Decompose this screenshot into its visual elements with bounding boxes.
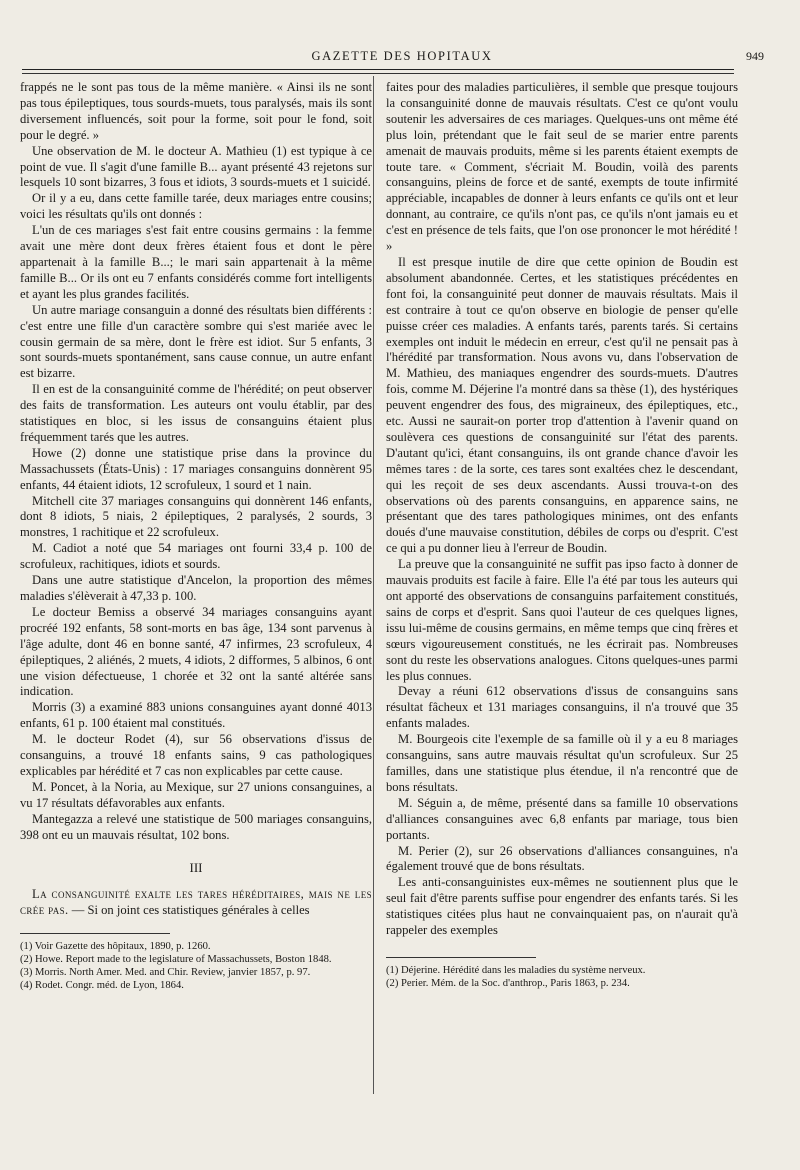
paragraph: M. Séguin a, de même, présenté dans sa famille 10 observations d'alliances consanguines avec 6,8 enfants par mariage, tous bien portants. — [386, 795, 738, 842]
paragraph: Or il y a eu, dans cette famille tarée, deux mariages entre cousins; voici les résultats qu'ils ont donnés : — [20, 191, 372, 222]
paragraph: La preuve que la consanguinité ne suffit pas ipso facto à donner de mauvais produits est facile à faire. Elle l'a été par tous les auteurs qui ont apporté des observations de consanguins parfaitement constitués, sains de corps et d'esprit. Sans quoi l'auteur de ces quelques lignes, issu lui-même de cousins germains, en même temps que cinq frères et sœurs vigoureusement constitués, ne les écrirait pas. Nombreuses sont du reste les observations analogues. Citons quelques-unes parmi les plus connues. — [386, 557, 738, 683]
running-header — [22, 48, 792, 68]
footnote-rule — [20, 933, 170, 934]
paragraph: Howe (2) donne une statistique prise dans la province du Massachussets (États-Unis) : 17 mariages consanguins donnèrent 95 enfants, 44 étaient idiots, 12 scrofuleux, 1 sourd et 1 nain. — [20, 445, 372, 492]
paragraph: M. Perier (2), sur 26 observations d'alliances consanguines, n'a également trouvé que de bons résultats. — [386, 843, 738, 874]
paragraph: Mantegazza a relevé une statistique de 500 mariages consanguins, 398 ont eu un mauvais résultat, 102 bons. — [20, 811, 372, 842]
section-number: III — [189, 859, 203, 875]
footnote: (2) Perier. Mém. de la Soc. d'anthrop., Paris 1863, p. 234. — [386, 977, 630, 989]
paragraph: Le docteur Bemiss a observé 34 mariages consanguins ayant procréé 192 enfants, 58 sont-morts en bas âge, 134 sont parvenus à l'âge adulte, dont 46 en bonne santé, 47 infirmes, 23 scrofuleux, 4 épileptiques, 2 aliénés, 2 muets, 4 idiots, 2 difformes, 5 albinos, 6 ont une vision défectueuse, 1 chorée et 32 ont la santé altérée sans indication. — [20, 604, 372, 699]
paragraph: Un autre mariage consanguin a donné des résultats bien différents : c'est entre une fille d'un caractère sombre qui s'est mariée avec le cousin germain de sa mère, dont le frère est idiot. Sur 5 enfants, 3 sont sourds-muets spontanément, sans cause connue, un autre enfant est bizarre. — [20, 302, 372, 381]
column-divider — [373, 76, 374, 1094]
footnote-rule — [386, 957, 536, 958]
footnote: (3) Morris. North Amer. Med. and Chir. Review, janvier 1857, p. 97. — [20, 967, 311, 979]
paragraph: Une observation de M. le docteur A. Mathieu (1) est typique à ce point de vue. Il s'agit d'une famille B... ayant présenté 43 rejetons sur lesquels 10 sont bizarres, 3 fous et idiots, 3 sourds-muets et 1 suicidé. — [20, 143, 372, 190]
paragraph: Il est presque inutile de dire que cette opinion de Boudin est absolument abandonnée. Certes, et les statistiques précédentes en font foi, la consanguinité peut donner de mauvais résultats. Mais il est contraire à tout ce qu'on observe en biologie de penser qu'elle puisse créer ces maladies. A enfants tarés, parents tarés. Si certains exemples ont induit le médecin en erreur, c'est qu'il ne pensait pas à l'hérédité par transformation. Nous avons vu, dans l'observation de M. Mathieu, des maniaques engendrer des sourds-muets. D'autres fois, comme M. Déjerine l'a montré dans sa thèse (1), des hystériques peuvent engendrer des fous, des migraineux, des épileptiques, etc., etc. Aussi ne saurait-on porter trop d'attention à l'avenir quand on soulèvera ces questions de consanguinité sur l'état des parents. D'autant qu'ici, étant consanguins, ils ont grande chance d'avoir les mêmes tares : de la sorte, ces tares sont exaltées chez le descendant, qui les reçoit de ses deux ascendants. Aussi trouva-t-on des observations où des parents consanguins, en apparence sains, ne présentant que des tares pathologiques minimes, ont des enfants doués d'une mauvaise constitution, débiles de corps ou d'esprit. C'est ce qui a pu donner lieu à l'erreur de Boudin. — [386, 254, 738, 556]
header-rule-thin — [22, 73, 734, 74]
section-heading: La consanguinité exalte les tares héréditaires, mais ne les crée pas. — [20, 887, 372, 918]
footnote: (4) Rodet. Congr. méd. de Lyon, 1864. — [20, 980, 184, 992]
paragraph: M. Cadiot a noté que 54 mariages ont fourni 33,4 p. 100 de scrofuleux, rachitiques, idiots et sourds. — [20, 541, 372, 572]
paragraph: frappés ne le sont pas tous de la même manière. « Ainsi ils ne sont pas tous épileptiques, tous sourds-muets, tous paralysés, mais ils sont diversement influencés, soit pour la forme, soit pour le fond, soit pour le degré. » — [20, 80, 372, 142]
paragraph: faites pour des maladies particulières, il semble que presque toujours la consanguinité donne de mauvais résultats. C'est ce qu'ont voulu soutenir les adversaires de ces mariages. Quelques-uns ont même été plus loin, prétendant que le fait seul de se marier entre parents amenait de mauvais produits, même si les parents étaient exempts de toute tare. « Comment, s'écriait M. Boudin, voilà des parents consanguins, pleins de force et de santé, exempts de toute infirmité appréciable, incapables de donner à leurs enfants ce qu'ils ont et leur donnant, au contraire, ce qu'ils n'ont pas, ce qu'ils n'ont jamais eu et c'est en présence de tels faits, que l'on ose prononcer le mot hérédité ! » — [386, 80, 738, 254]
footnote: (1) Voir Gazette des hôpitaux, 1890, p. 1260. — [20, 941, 211, 953]
left-column — [20, 80, 372, 992]
section-intro — [20, 887, 372, 919]
paragraph: M. Poncet, à la Noria, au Mexique, sur 27 unions consanguines, a vu 17 résultats défavorables aux enfants. — [20, 779, 372, 810]
right-column — [386, 80, 738, 990]
paragraph: L'un de ces mariages s'est fait entre cousins germains : la femme avait une mère dont deux frères étaient fous et dont le père appartenait à la famille B...; le mari sain appartenait à la même famille B... Or ils ont eu 7 enfants considérés comme fort intelligents et ayant les plus grandes facilités. — [20, 223, 372, 301]
header-rule — [22, 69, 734, 70]
paragraph: M. le docteur Rodet (4), sur 56 observations d'issus de consanguins, a trouvé 18 enfants sains, 9 cas pathologiques explicables par hérédité et 7 cas non explicables par cette cause. — [20, 732, 372, 778]
journal-title: GAZETTE DES HOPITAUX — [311, 49, 493, 63]
footnote: (1) Déjerine. Hérédité dans les maladies du système nerveux. — [386, 964, 646, 976]
paragraph: Devay a réuni 612 observations d'issus de consanguins sans résultat fâcheux et 131 mariages consanguins, il n'a trouvé que 35 enfants malades. — [386, 684, 738, 731]
paragraph: Il en est de la consanguinité comme de l'hérédité; on peut observer des faits de transformation. Les auteurs ont voulu établir, par des statistiques en bloc, si les issus de consanguins étaient plus fréquemment tarés que les autres. — [20, 382, 372, 444]
paragraph: Mitchell cite 37 mariages consanguins qui donnèrent 146 enfants, dont 8 idiots, 5 niais, 2 épileptiques, 2 paralysés, 2 sourds, 3 monstres, 1 rachitique et 22 scrofuleux. — [20, 493, 372, 540]
paragraph: M. Bourgeois cite l'exemple de sa famille où il y a eu 8 mariages consanguins, sans autre mauvais résultat qu'un scrofuleux. Sur 25 familles, dans une statistique plus étendue, il n'a rencontré que de bons résultats. — [386, 732, 738, 794]
paragraph: Morris (3) a examiné 883 unions consanguines ayant donné 4013 enfants, 61 p. 100 étaient mal constitués. — [20, 700, 372, 731]
section-text: — Si on joint ces statistiques générales à celles — [68, 903, 310, 918]
paragraph: Dans une autre statistique d'Ancelon, la proportion des mêmes maladies s'élèverait à 47,33 p. 100. — [20, 573, 372, 603]
page-number: 949 — [746, 49, 764, 63]
footnote: (2) Howe. Report made to the legislature of Massachussets, Boston 1848. — [20, 954, 332, 966]
paragraph: Les anti-consanguinistes eux-mêmes ne soutiennent plus que le seul fait d'être parents suffise pour engendrer des enfants tarés. Si les statistiques citées plus haut ne convainquaient pas, on n'aurait qu'à rappeler des exemples — [386, 875, 738, 938]
